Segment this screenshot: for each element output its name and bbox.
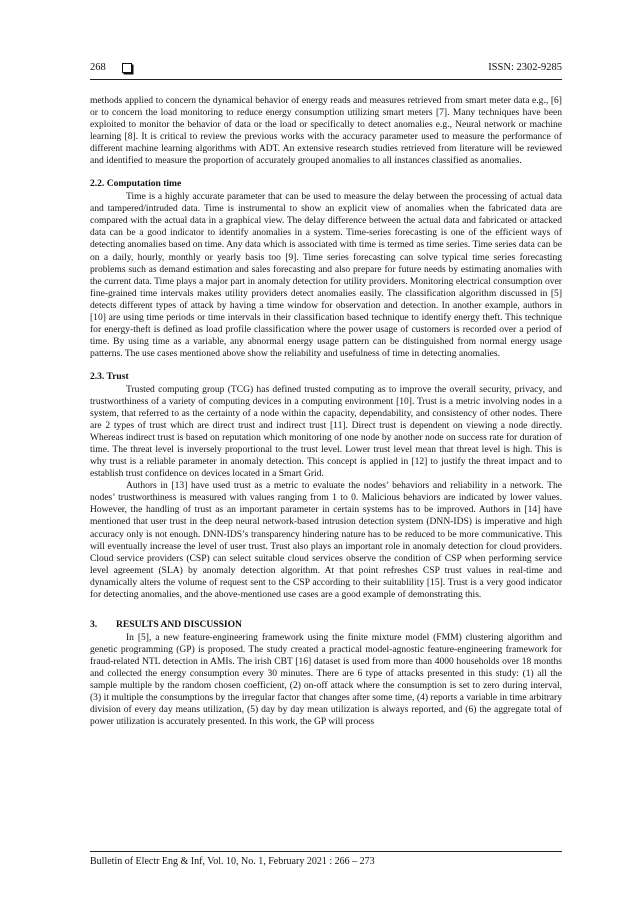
section-2-3-heading: 2.3. Trust <box>90 370 129 382</box>
section-2-2-heading: 2.2. Computation time <box>90 178 182 190</box>
section-2-2-paragraph: Time is a highly accurate parameter that can be used to measure the delay between the processing of actual data and tampered/intruded data. Time is instrumental to show an explicit view of anomalies when the fabricated data are compared with the actual data in a graphical view. The delay difference between the actual data and fabricated or attacked data can be a good indicator to identify anomalies in a system. Time-series forecasting is one of the efficient ways of detecting anomalies based on time. Any data which is associated with time is termed as time series. Time series data can be on a daily, hourly, monthly or yearly basis too [9]. Time series forecasting can solve typical time series forecasting problems such as demand estimation and sales forecasting and also prepare for future needs by estimating anomalies with the current data. Time plays a major part in anomaly detection for utility providers. Monitoring electrical consumption over fine-grained time intervals makes utility providers detect anomalies easily. The classification algorithm discussed in [5] detects different types of attack by having a time window for observation and detection. In another example, authors in [10] are using time periods or time intervals in their classification based technique to identify energy theft. This technique for energy-theft is defined as load profile classification where the power usage of customers is recorded over a period of time. By using time as a variable, any abnormal energy usage pattern can be distinguished from normal energy usage patterns. The use cases mentioned above show the reliability and usefulness of time in detecting anomalies. <box>90 191 562 359</box>
header-rule <box>90 79 562 80</box>
page-header <box>90 62 562 76</box>
section-3-paragraph: In [5], a new feature-engineering framework using the finite mixture model (FMM) clustering algorithm and genetic programming (GP) is proposed. The study created a practical model-agnostic feature-engineering framework for fraud-related NTL detection in AMIs. The irish CBT [16] dataset is used from more than 4000 households over 18 months and collected the energy consumption every 30 minutes. There are 6 type of attacks presented in this study: (1) all the sample multiple by the random chosen coefficient, (2) on-off attack where the consumption is set to zero during interval, (3) it multiple the consumptions by the irregular factor that changes after some time, (4) reports a variable in time arbitrary division of every day means utilization, (5) day by day mean utilization is always reported, and (6) the aggregate total of power utilization is accurately presented. In this work, the GP will process <box>90 631 562 728</box>
section-2-3-paragraph-1: Trusted computing group (TCG) has defined trusted computing as to improve the overall security, privacy, and trustworthiness of a variety of computing devices in a computing environment [10]. Trust is a metric involving nodes in a system, that referred to as the certainty of a node within the capacity, dependability, and consistency of other nodes. There are 2 types of trust which are direct trust and indirect trust [11]. Direct trust is dependent on viewing a node directly. Whereas indirect trust is based on reputation which monitoring of one node by another node on success rate for duration of time. The threat level is inversely proportional to the trust level. Lower trust level mean that threat level is high. This is why trust is a reliable parameter in anomaly detection. This concept is applied in [12] to justify the threat impact and to establish trust confidence on devices located in a Smart Grid. <box>90 383 562 480</box>
page-footer: Bulletin of Electr Eng & Inf, Vol. 10, No. 1, February 2021 : 266 – 273 <box>90 856 375 867</box>
section-3-number: 3. <box>90 618 98 630</box>
section-3-title: RESULTS AND DISCUSSION <box>116 618 242 630</box>
body-text <box>90 95 562 835</box>
footer-rule <box>90 851 562 852</box>
intro-paragraph: methods applied to concern the dynamical behavior of energy reads and measures retrieved from smart meter data e.g., [6] or to concern the load monitoring to reduce energy consumption utilizing smart meters [7]. Many techniques have been exploited to monitor the behavior of data or the load or specifically to detect anomalies e.g., Neural network or machine learning [8]. It is critical to review the previous works with the accuracy parameter used to measure the performance of different machine learning algorithms with ADT. An extensive research studies retrieved from literature will be reviewed and identified to measure the proportion of accurately grouped anomalies to all instances classified as anomalies. <box>90 95 562 167</box>
page-number: 268 <box>90 62 106 73</box>
checkbox-square-icon <box>122 63 132 73</box>
section-3-heading <box>90 619 562 631</box>
section-2-3-paragraph-2: Authors in [13] have used trust as a metric to evaluate the nodes’ behaviors and reliability in a network. The nodes’ trustworthiness is measured with values ranging from 1 to 0. Malicious behaviors are indicated by lower values. However, the handling of trust as an important parameter in certain systems has to be improved. Authors in [14] have mentioned that user trust in the deep neural network-based intrusion detection system (DNN-IDS) is imperative and high accuracy only is not enough. DNN-IDS’s transparency hindering nature has to be reduced to be more communicative. This will eventually increase the level of user trust. Trust also plays an important role in anomaly detection for cloud providers. Cloud service providers (CSP) can select suitable cloud services observe the condition of CSP when performing service level agreement (SLA) by anomaly detection algorithm. At that point refreshes CSP trust values in real-time and dynamically alters the volume of request sent to the CSP according to their suitablility [15]. Trust is a very good indicator for detecting anomalies, and the above-mentioned use cases are a good example of demonstrating this. <box>90 480 562 600</box>
issn-label: ISSN: 2302-9285 <box>488 62 562 73</box>
